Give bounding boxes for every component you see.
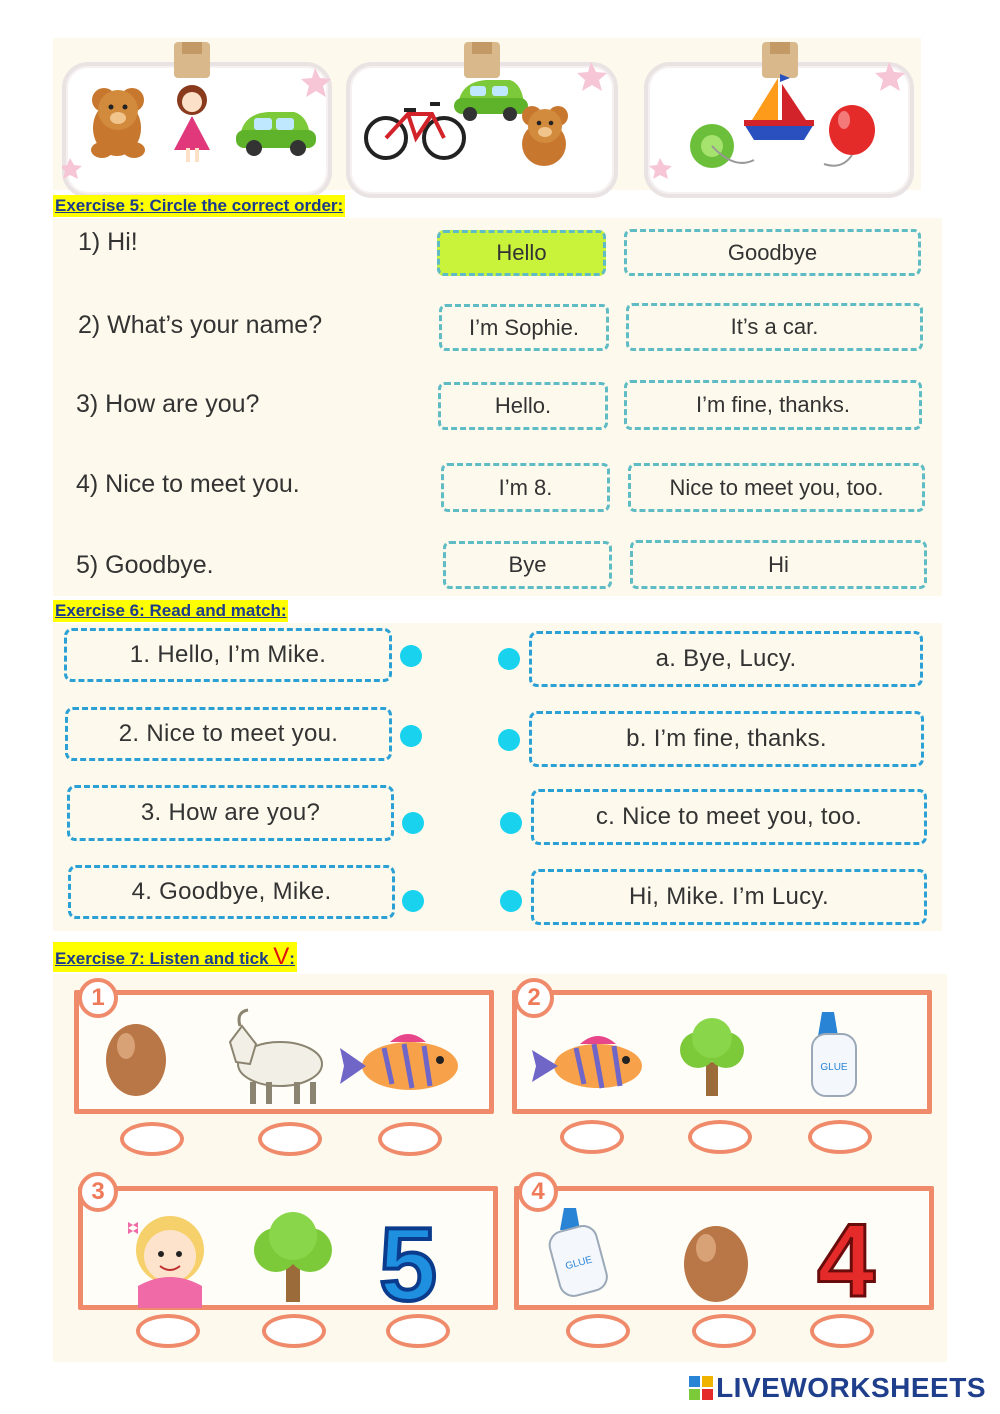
- glue-bottle-icon: [812, 1012, 856, 1096]
- tick-circle-1-3[interactable]: [378, 1122, 442, 1156]
- match-dot-right-b[interactable]: [498, 729, 520, 751]
- match-left-3: 3. How are you?: [67, 785, 394, 841]
- option-4b[interactable]: Nice to meet you, too.: [628, 463, 925, 512]
- tick-circle-4-2[interactable]: [692, 1314, 756, 1348]
- question-4: 4) Nice to meet you.: [76, 470, 300, 498]
- tick-card-1: [70, 978, 500, 1158]
- tick-circle-2-1[interactable]: [560, 1120, 624, 1154]
- tick-circle-3-2[interactable]: [262, 1314, 326, 1348]
- toy-car-icon: [454, 80, 528, 121]
- liveworksheets-logo: [689, 1372, 986, 1404]
- teddy-bear-icon: [91, 88, 145, 158]
- tree-icon: [254, 1212, 332, 1302]
- card-2-pictures: [522, 1002, 922, 1110]
- doll-icon: [174, 85, 210, 162]
- match-dot-left-1[interactable]: [400, 645, 422, 667]
- teddy-bear-icon: [522, 106, 568, 166]
- toys-frame-2: [346, 40, 616, 190]
- match-right-d: Hi, Mike. I’m Lucy.: [531, 869, 927, 925]
- logo-text: LIVEWORKSHEETS: [716, 1372, 986, 1403]
- tick-circle-4-3[interactable]: [810, 1314, 874, 1348]
- egg-icon: [106, 1024, 166, 1096]
- exercise-5-title: Exercise 5: Circle the correct order:: [55, 196, 344, 215]
- tick-circle-1-2[interactable]: [258, 1122, 322, 1156]
- option-3a[interactable]: Hello.: [438, 382, 608, 430]
- tick-circle-2-2[interactable]: [688, 1120, 752, 1154]
- goat-icon: [230, 1010, 322, 1104]
- glue-label: GLUE: [820, 1062, 848, 1073]
- card-number-4: 4: [518, 1172, 558, 1212]
- option-5b[interactable]: Hi: [630, 540, 927, 589]
- card-number-3: 3: [78, 1172, 118, 1212]
- fish-icon: [340, 1034, 458, 1090]
- tick-circle-2-3[interactable]: [808, 1120, 872, 1154]
- number-5-icon: 5: [379, 1208, 437, 1308]
- card-4-pictures: [540, 1198, 920, 1310]
- tick-card-3: [70, 1172, 500, 1352]
- option-1b[interactable]: Goodbye: [624, 229, 921, 276]
- option-2b[interactable]: It’s a car.: [626, 303, 923, 351]
- tree-icon: [680, 1018, 744, 1096]
- option-5a[interactable]: Bye: [443, 541, 612, 589]
- tick-card-4: [510, 1172, 940, 1352]
- card-1-pictures: [90, 1004, 490, 1110]
- glue-label: GLUE: [564, 1254, 594, 1273]
- match-dot-left-2[interactable]: [400, 725, 422, 747]
- option-3b[interactable]: I’m fine, thanks.: [624, 380, 922, 430]
- tick-circle-1-1[interactable]: [120, 1122, 184, 1156]
- match-dot-right-a[interactable]: [498, 648, 520, 670]
- match-left-1: 1. Hello, I’m Mike.: [64, 628, 392, 682]
- tick-mark: V: [273, 943, 290, 970]
- match-right-b: b. I’m fine, thanks.: [529, 711, 924, 767]
- match-dot-left-3[interactable]: [402, 812, 424, 834]
- exercise-7-title-colon: :: [289, 949, 295, 968]
- fish-icon: [532, 1036, 642, 1088]
- exercise-6-title: Exercise 6: Read and match:: [55, 601, 287, 620]
- match-dot-left-4[interactable]: [402, 890, 424, 912]
- bicycle-icon: [366, 104, 464, 158]
- girl-icon: [128, 1216, 204, 1308]
- match-left-4: 4. Goodbye, Mike.: [68, 865, 395, 919]
- exercise-7-title-text: Exercise 7: Listen and tick: [55, 949, 274, 968]
- tick-circle-3-3[interactable]: [386, 1314, 450, 1348]
- question-1: 1) Hi!: [78, 228, 138, 256]
- match-left-2: 2. Nice to meet you.: [65, 707, 392, 761]
- toy-car-icon: [236, 112, 316, 156]
- tick-circle-3-1[interactable]: [136, 1314, 200, 1348]
- tick-circle-4-1[interactable]: [566, 1314, 630, 1348]
- option-1a[interactable]: Hello: [437, 230, 606, 276]
- number-4-icon: 4: [817, 1203, 875, 1310]
- toy-boat-icon: [744, 74, 814, 140]
- question-5: 5) Goodbye.: [76, 551, 214, 579]
- egg-icon: [684, 1226, 748, 1302]
- match-right-a: a. Bye, Lucy.: [529, 631, 923, 687]
- logo-icon: [689, 1376, 713, 1400]
- card-number-1: 1: [78, 978, 118, 1018]
- option-4a[interactable]: I’m 8.: [441, 463, 610, 512]
- card-number-2: 2: [514, 978, 554, 1018]
- toys-frame-1: [62, 40, 332, 190]
- toys-frame-3: [644, 40, 914, 190]
- card-3-pictures: [118, 1208, 498, 1308]
- match-right-c: c. Nice to meet you, too.: [531, 789, 927, 845]
- exercise-7-title: [53, 942, 297, 972]
- question-3: 3) How are you?: [76, 390, 260, 418]
- glue-bottle-icon: [547, 1208, 610, 1299]
- match-dot-right-d[interactable]: [500, 890, 522, 912]
- question-2: 2) What’s your name?: [78, 311, 323, 339]
- yoyo-icon: [690, 124, 754, 168]
- match-dot-right-c[interactable]: [500, 812, 522, 834]
- tick-card-2: [508, 978, 938, 1158]
- balloon-icon: [824, 105, 875, 166]
- option-2a[interactable]: I’m Sophie.: [439, 304, 609, 351]
